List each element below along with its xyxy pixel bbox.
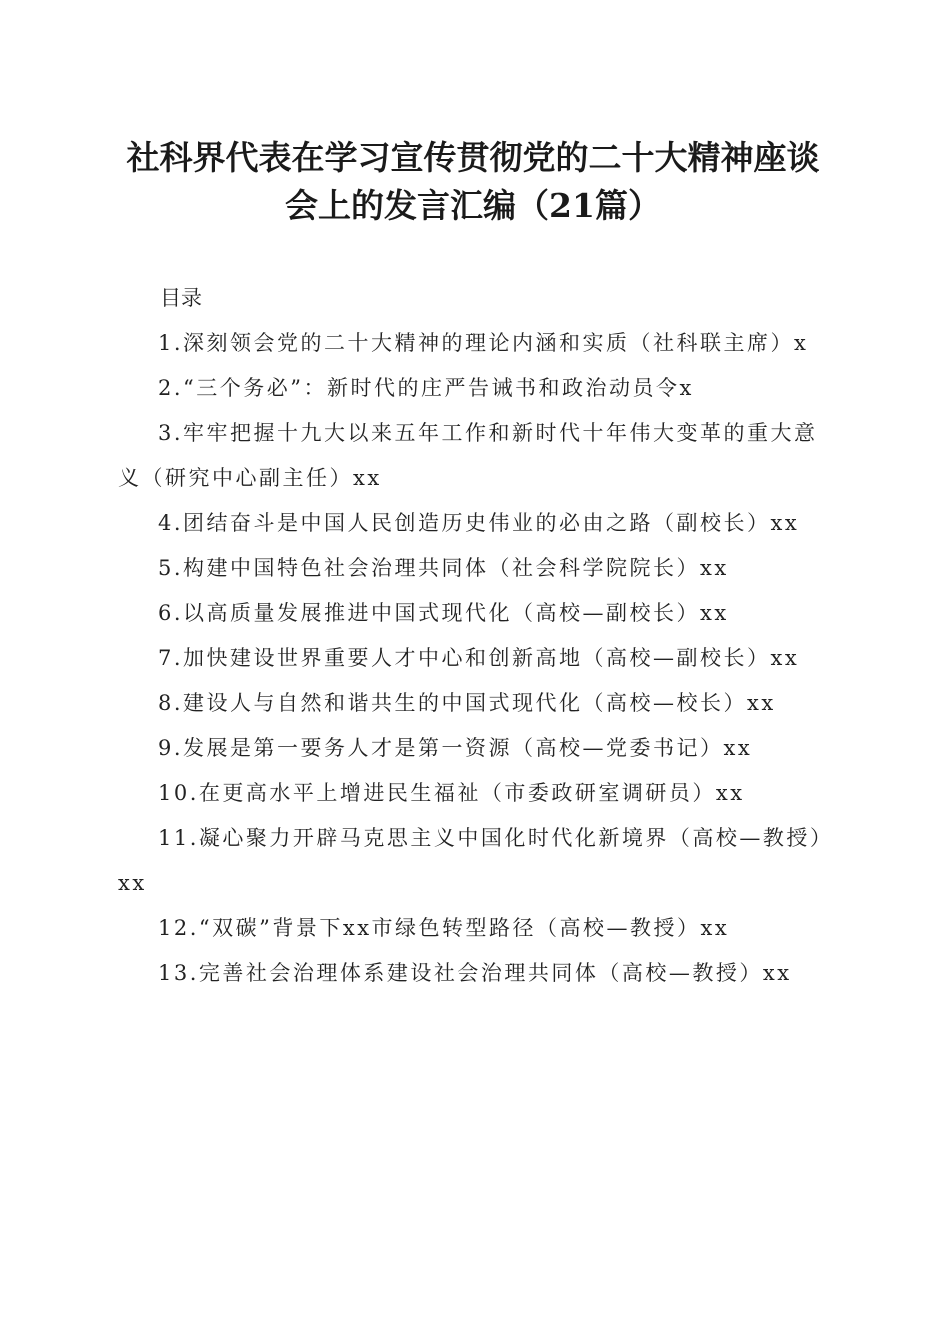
- toc-item: 6.以高质量发展推进中国式现代化（高校—副校长）xx: [158, 601, 729, 625]
- table-of-contents: [118, 276, 826, 996]
- toc-item: 13.完善社会治理体系建设社会治理共同体（高校—教授）xx: [158, 961, 792, 985]
- toc-item: 2.“三个务必”：新时代的庄严告诫书和政治动员令x: [158, 376, 694, 400]
- toc-item: 8.建设人与自然和谐共生的中国式现代化（高校—校长）xx: [158, 691, 776, 715]
- toc-item: 9.发展是第一要务人才是第一资源（高校—党委书记）xx: [158, 736, 753, 760]
- toc-item: 1.深刻领会党的二十大精神的理论内涵和实质（社科联主席）x: [158, 331, 809, 355]
- toc-item: 7.加快建设世界重要人才中心和创新高地（高校—副校长）xx: [158, 646, 800, 670]
- toc-heading: 目录: [160, 286, 202, 310]
- toc-item: 12.“双碳”背景下xx市绿色转型路径（高校—教授）xx: [158, 916, 730, 940]
- document-title: 社科界代表在学习宣传贯彻党的二十大精神座谈会上的发言汇编（21篇）: [126, 138, 820, 225]
- toc-item: 4.团结奋斗是中国人民创造历史伟业的必由之路（副校长）xx: [158, 511, 800, 535]
- toc-item: 3.牢牢把握十九大以来五年工作和新时代十年伟大变革的重大意义（研究中心副主任）xx: [118, 421, 818, 490]
- toc-item: 11.凝心聚力开辟马克思主义中国化时代化新境界（高校—教授）xx: [118, 826, 823, 895]
- toc-item: 10.在更高水平上增进民生福祉（市委政研室调研员）xx: [158, 781, 745, 805]
- toc-item: 5.构建中国特色社会治理共同体（社会科学院院长）xx: [158, 556, 729, 580]
